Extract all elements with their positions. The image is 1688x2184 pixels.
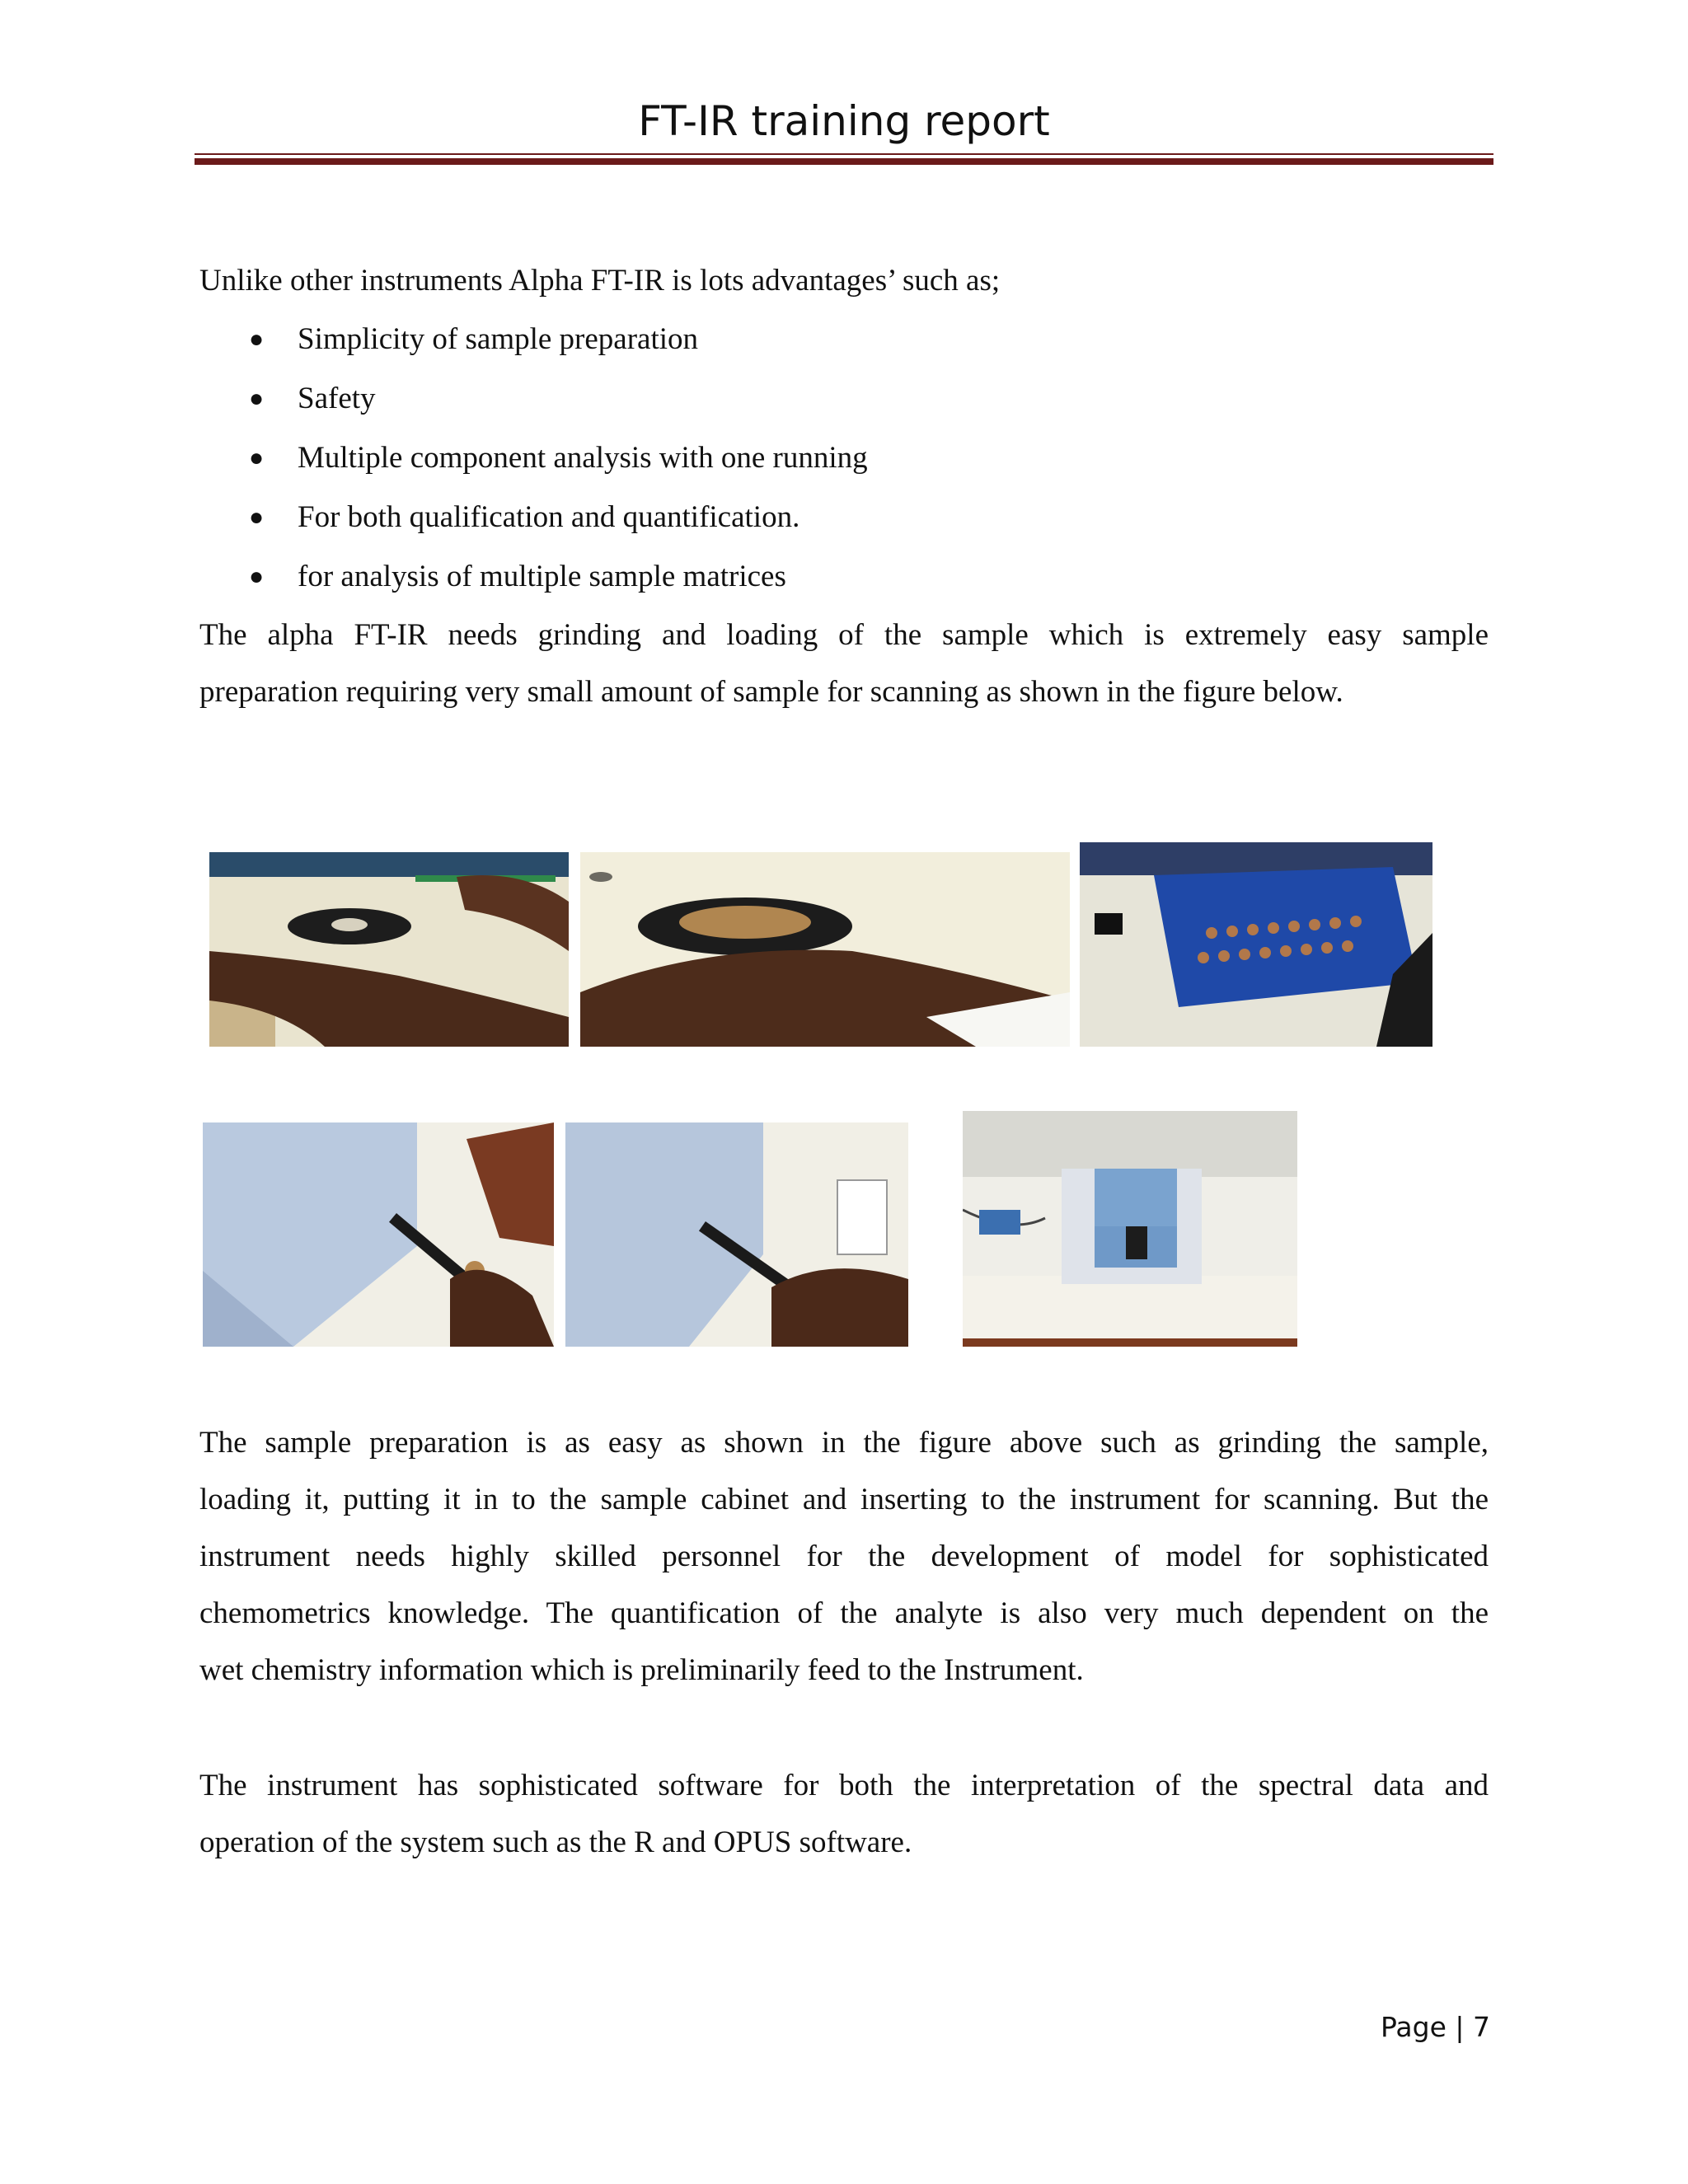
list-item: [199, 310, 1436, 369]
text-line: The instrument has sophisticated software for both the interpretation of the spectral data and: [199, 1769, 1489, 1802]
list-item-text: Simplicity of sample preparation: [298, 322, 699, 356]
page-number: Page | 7: [1381, 2011, 1490, 2043]
list-item: [199, 429, 1436, 488]
list-item: [199, 547, 1436, 607]
paragraph-sample-preparation: [199, 607, 1489, 720]
list-item: [199, 369, 1436, 429]
text-line: The alpha FT-IR needs grinding and loading of the sample which is extremely easy sample: [199, 618, 1489, 652]
photo-inserting-sample-2: [565, 1122, 908, 1347]
list-item-text: Multiple component analysis with one running: [298, 441, 868, 475]
text-line: The sample preparation is as easy as shown in the figure above such as grinding the sample,: [199, 1426, 1489, 1460]
bullet-icon: ●: [249, 563, 265, 590]
bullet-icon: ●: [249, 326, 265, 353]
bullet-icon: ●: [249, 504, 265, 531]
list-item-text: For both qualification and quantification.: [298, 500, 800, 534]
text-line: wet chemistry information which is preliminarily feed to the Instrument.: [199, 1653, 1084, 1687]
text-line: instrument needs highly skilled personnel for the development of model for sophisticated: [199, 1540, 1489, 1573]
text-line: loading it, putting it in to the sample cabinet and inserting to the instrument for scanning. But the: [199, 1483, 1489, 1516]
photo-alpha-ftir-instrument: [963, 1111, 1297, 1347]
text-line: chemometrics knowledge. The quantification of the analyte is also very much dependent on the: [199, 1596, 1489, 1630]
paragraph-software: [199, 1757, 1489, 1871]
paragraph-preparation-and-skills: [199, 1414, 1489, 1699]
photo-ground-sample-in-holder: [580, 852, 1070, 1047]
text-line: preparation requiring very small amount of sample for scanning as shown in the figure below.: [199, 675, 1343, 709]
text-line: operation of the system such as the R and OPUS software.: [199, 1825, 912, 1859]
header-rule-thin: [195, 153, 1493, 155]
photo-inserting-sample-1: [203, 1122, 554, 1347]
photo-sample-case: [1080, 842, 1432, 1047]
page-header-title: FT-IR training report: [638, 97, 1050, 145]
header-rule-thick: [195, 158, 1493, 165]
list-item: [199, 488, 1436, 547]
intro-paragraph: Unlike other instruments Alpha FT-IR is lots advantages’ such as;: [199, 264, 1001, 298]
list-item-text: Safety: [298, 382, 376, 415]
bullet-icon: ●: [249, 444, 265, 471]
bullet-icon: ●: [249, 385, 265, 412]
advantages-list: [199, 310, 1436, 607]
photo-sample-holder-with-pen: [209, 852, 569, 1047]
list-item-text: for analysis of multiple sample matrices: [298, 560, 786, 593]
